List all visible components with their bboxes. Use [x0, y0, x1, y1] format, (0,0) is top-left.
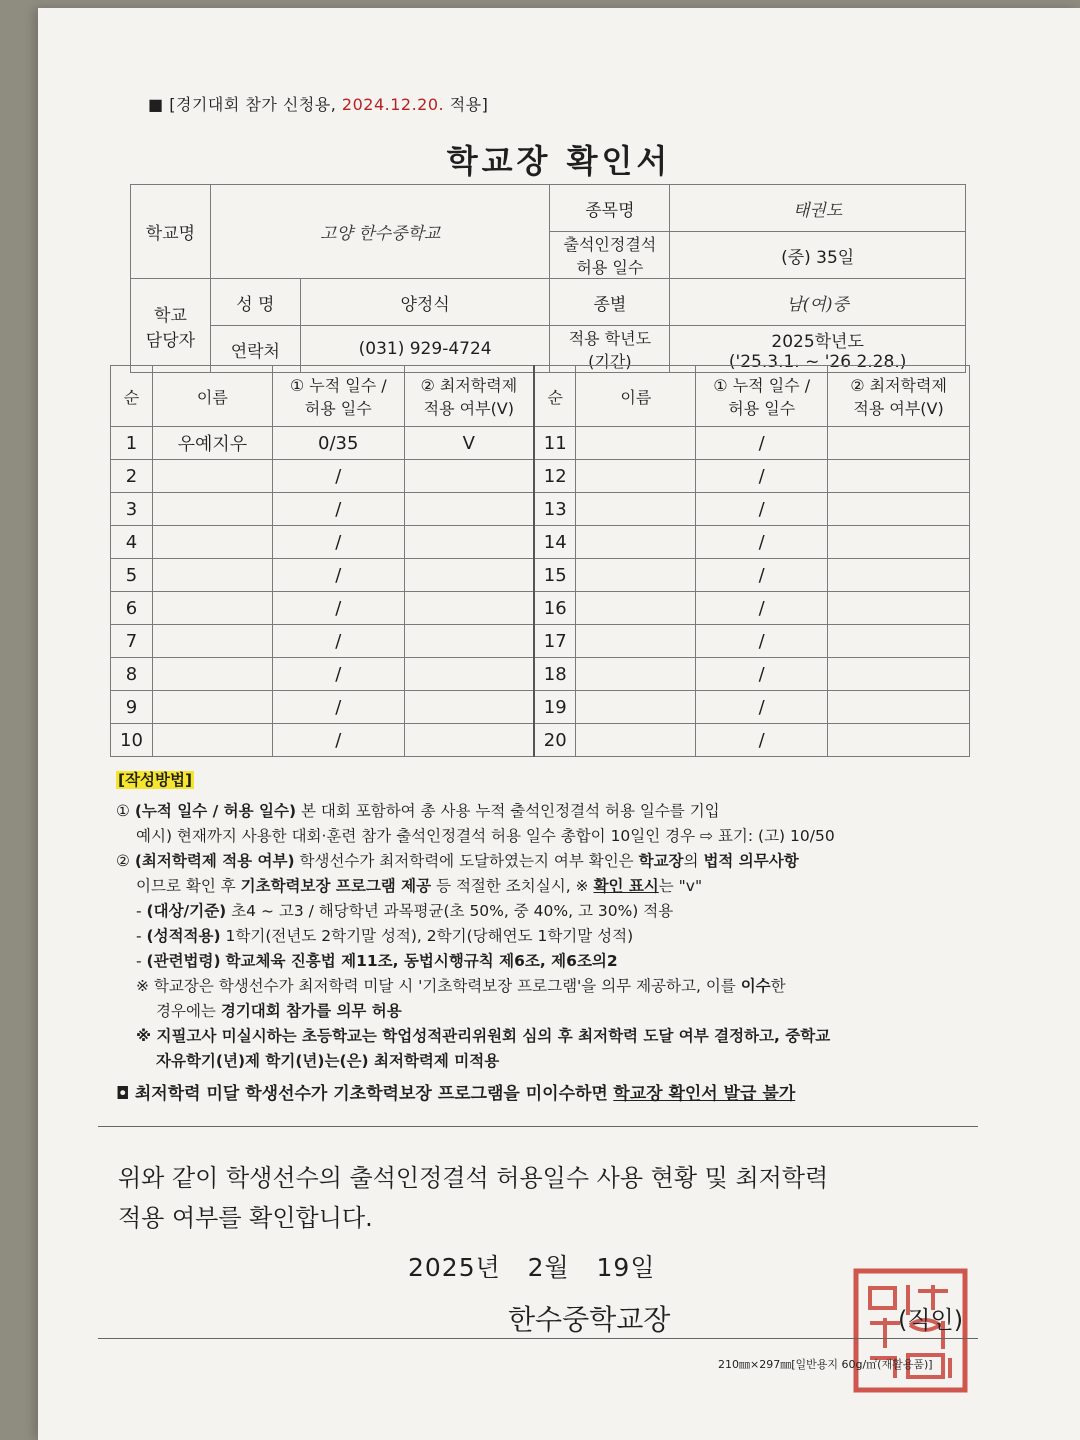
table-row [111, 493, 970, 526]
days-used: / [272, 592, 404, 625]
days-used: / [272, 691, 404, 724]
days-used: / [696, 559, 828, 592]
guide-note2-line2: 자유학기(년)제 학기(년)는(은) 최저학력제 미적용 [156, 1052, 500, 1070]
roster-header-row [111, 366, 970, 427]
student-name [576, 625, 696, 658]
table-row [111, 691, 970, 724]
name-value: 양정식 [300, 279, 550, 326]
student-name [576, 658, 696, 691]
student-name [152, 658, 272, 691]
guide-item2-line2-c: 는 "v" [658, 877, 703, 895]
student-name [152, 559, 272, 592]
min-standard-check [404, 559, 534, 592]
guide-item2-line2-b: 등 적절한 조치실시, ※ [436, 877, 589, 895]
student-name [576, 559, 696, 592]
guide-sub1-title: (대상/기준) [146, 902, 227, 920]
min-standard-check [828, 526, 970, 559]
min-standard-check [404, 658, 534, 691]
absence-value: (중) 35일 [670, 232, 966, 279]
guide-item2-title: (최저학력제 적용 여부) [134, 852, 295, 870]
row-number: 8 [111, 658, 153, 691]
days-used: / [696, 526, 828, 559]
row-number: 15 [534, 559, 576, 592]
days-used: / [696, 427, 828, 460]
absence-label-line1: 출석인정결석 [563, 235, 657, 254]
student-name [152, 460, 272, 493]
guide-item1-example: 예시) 현재까지 사용한 대회·훈련 참가 출석인정결석 허용 일수 총합이 10일인 경우 ⇨ 표기: (고) 10/50 [136, 827, 835, 845]
days-used: / [272, 658, 404, 691]
min-standard-check [404, 460, 534, 493]
header-date: 2024.12.20. [341, 95, 445, 114]
school-name-label: 학교명 [131, 185, 211, 279]
student-name [576, 592, 696, 625]
min-standard-check [404, 493, 534, 526]
col-min-header [404, 366, 534, 427]
row-number: 13 [534, 493, 576, 526]
row-number: 4 [111, 526, 153, 559]
min-standard-check [404, 691, 534, 724]
guide-item1-title: (누적 일수 / 허용 일수) [134, 802, 297, 820]
days-used: / [696, 691, 828, 724]
days-used: / [696, 460, 828, 493]
student-name [152, 493, 272, 526]
days-used: / [696, 625, 828, 658]
confirmation-statement [118, 1158, 998, 1238]
signer-name: 한수중학교장 [508, 1303, 671, 1336]
absence-label-line2: 허용 일수 [576, 258, 644, 277]
row-number: 9 [111, 691, 153, 724]
student-name [152, 625, 272, 658]
guide-final-a: 최저학력 미달 학생선수가 기초학력보장 프로그램을 미이수하면 [134, 1084, 608, 1104]
guide-note2-a: ※ 지필고사 미실시하는 초등학교는 학업성적관리위원회 심의 후 최저학력 도달 여부 결정하고, 중학교 [136, 1027, 831, 1045]
table-row [111, 658, 970, 691]
guide-sub3-text: 학교체육 진흥법 제11조, 동법시행규칙 제6조, 제6조의2 [225, 952, 618, 970]
student-name [576, 526, 696, 559]
guide-item2-line2-a: 이므로 확인 후 [136, 877, 236, 895]
category-label: 종별 [550, 279, 670, 326]
days-used: / [272, 724, 404, 757]
divider-bottom [98, 1338, 978, 1339]
min-standard-check [828, 724, 970, 757]
header-suffix: 적용] [449, 95, 489, 114]
col-min-header-right-line2: 적용 여부(V) [853, 399, 944, 418]
student-name [576, 460, 696, 493]
year-label-line1: 적용 학년도 [568, 329, 652, 348]
circle-2-icon: ② [116, 852, 130, 870]
guide-final-u: 학교장 확인서 발급 불가 [613, 1084, 796, 1104]
col-days-header-right-line1: ① 누적 일수 / [713, 376, 811, 395]
days-used: / [272, 526, 404, 559]
checkbox-marker-icon: ◘ [116, 1084, 130, 1104]
student-name [152, 691, 272, 724]
guide-note1-line2-a: 경우에는 [156, 1002, 216, 1020]
row-number: 5 [111, 559, 153, 592]
school-name-value: 고양 한수중학교 [210, 185, 550, 279]
name-label: 성 명 [210, 279, 300, 326]
col-days-header-right [696, 366, 828, 427]
days-used: / [696, 592, 828, 625]
days-used: / [696, 658, 828, 691]
days-used: / [696, 493, 828, 526]
row-number: 18 [534, 658, 576, 691]
contact-label-line1: 학교 [154, 305, 187, 326]
min-standard-check [828, 691, 970, 724]
phone-value: (031) 929-4724 [300, 326, 550, 373]
row-number: 16 [534, 592, 576, 625]
table-row [111, 559, 970, 592]
guide-item2-bold-d: 법적 의무사항 [703, 852, 799, 870]
guide-item2-line2-bold: 기초학력보장 프로그램 제공 [240, 877, 432, 895]
min-standard-check [828, 493, 970, 526]
document-page [38, 8, 1080, 1440]
guide-item2-line2-u: 확인 표시 [593, 877, 659, 895]
header-note [148, 92, 488, 115]
col-min-header-line2: 적용 여부(V) [423, 399, 514, 418]
student-name [152, 592, 272, 625]
min-standard-check [404, 724, 534, 757]
col-days-header [272, 366, 404, 427]
min-standard-check [828, 427, 970, 460]
min-standard-check [828, 460, 970, 493]
min-standard-check [828, 559, 970, 592]
row-number: 17 [534, 625, 576, 658]
table-row [111, 526, 970, 559]
roster-table [110, 365, 970, 757]
table-row [111, 724, 970, 757]
col-days-header-right-line2: 허용 일수 [728, 399, 796, 418]
col-days-header-line1: ① 누적 일수 / [289, 376, 387, 395]
min-standard-check [828, 625, 970, 658]
roster-body [111, 427, 970, 757]
min-standard-check [404, 625, 534, 658]
absence-label [550, 232, 670, 279]
sport-value: 태권도 [670, 185, 966, 232]
col-min-header-line1: ② 최저학력제 [420, 376, 518, 395]
table-row [111, 427, 970, 460]
page-title: 학교장 확인서 [446, 142, 672, 180]
student-name [152, 526, 272, 559]
paper-spec: 210㎜×297㎜[일반용지 60g/㎡(재활용품)] [718, 1358, 933, 1371]
guide-sub2-text: 1학기(전년도 2학기말 성적), 2학기(당해연도 1학기말 성적) [225, 927, 634, 945]
days-used: / [272, 625, 404, 658]
contact-label [131, 279, 211, 373]
row-number: 19 [534, 691, 576, 724]
header-prefix: [경기대회 참가 신청용, [169, 95, 337, 114]
student-name [152, 724, 272, 757]
col-no-header-right: 순 [534, 366, 576, 427]
row-number: 3 [111, 493, 153, 526]
min-standard-check [828, 592, 970, 625]
row-number: 14 [534, 526, 576, 559]
col-days-header-line2: 허용 일수 [304, 399, 372, 418]
days-used: / [272, 493, 404, 526]
square-bullet-icon: ■ [148, 95, 164, 114]
year-value-line2: ('25.3.1. ~ '26 2.28.) [728, 351, 907, 372]
year-value-line1: 2025학년도 [771, 331, 864, 352]
student-name: 우예지우 [152, 427, 272, 460]
table-row [111, 625, 970, 658]
student-name [576, 724, 696, 757]
col-min-header-right [828, 366, 970, 427]
days-used: / [696, 724, 828, 757]
guide-item2-text-c: 의 [683, 852, 699, 870]
writing-guide: [작성방법] ① (누적 일수 / 허용 일수) 본 대회 포함하여 총 사용 누적 출석인정결석 허용 일수를 기입 예시) 현재까지 사용한 대회·훈련 참가 출석인정결석 허용 일수 총합이 10일인 경우 ⇨ 표기: (고) 10/50 ② (최저학력제 적용 여부) 학생선수가 최저학력에 도달하였는지 여부 확인은 학교장의 법적 의무사항 이므로 확인 후 기초학력보장 프로그램 제공 등 적절한 조치실시, ※ 확인 표시는 "v" - (대상/기준) 초4 ~ 고3 / 해당학년 과목평균(초 50%, 중 40%, 고 30%) 적용 - (성적적용) 1학기(전년도 2학기말 성적), 2학기(당해연도 1학기말 성적) - (관련법령) 학교체육 진흥법 제11조, 동법시행규칙 제6조, 제6조의2 ※ 학교장은 학생선수가 최저학력 미달 시 '기초학력보장 프로그램'을 의무 제공하고, 이를 이수한 경우에는 경기대회 참가를 의무 허용 ※ 지필고사 미실시하는 초등학교는 학업성적관리위원회 심의 후 최저학력 도달 여부 결정하고, 중학교 자유학기(년)제 학기(년)는(은) 최저학력제 미적용 ◘ 최저학력 미달 학생선수가 기초학력보장 프로그램을 미이수하면 학교장 확인서 발급 불가 [116, 768, 996, 1107]
student-name [576, 493, 696, 526]
min-standard-check [404, 592, 534, 625]
guide-sub2-title: (성적적용) [146, 927, 221, 945]
student-name [576, 691, 696, 724]
guide-item2-bold-b: 학교장 [638, 852, 684, 870]
guide-heading: [작성방법] [118, 771, 193, 789]
row-number: 20 [534, 724, 576, 757]
guide-note1-line2-bold: 경기대회 참가를 의무 허용 [220, 1002, 402, 1020]
contact-label-line2: 담당자 [145, 330, 196, 351]
min-standard-check [404, 526, 534, 559]
table-row [111, 592, 970, 625]
days-used: / [272, 559, 404, 592]
category-value: 남(여)중 [670, 279, 966, 326]
min-standard-check [828, 658, 970, 691]
row-number: 7 [111, 625, 153, 658]
statement-line2: 적용 여부를 확인합니다. [118, 1204, 373, 1232]
col-no-header: 순 [111, 366, 153, 427]
guide-note1-a: ※ 학교장은 학생선수가 최저학력 미달 시 '기초학력보장 프로그램'을 의무 제공하고, 이를 [136, 977, 736, 995]
col-name-header: 이름 [152, 366, 272, 427]
guide-sub3-title: (관련법령) [146, 952, 221, 970]
statement-line1: 위와 같이 학생선수의 출석인정결석 허용일수 사용 현황 및 최저학력 [118, 1164, 829, 1192]
guide-note1-b: 이수 [740, 977, 771, 995]
row-number: 1 [111, 427, 153, 460]
row-number: 6 [111, 592, 153, 625]
days-used: / [272, 460, 404, 493]
seal-label: (직인) [898, 1306, 964, 1334]
row-number: 2 [111, 460, 153, 493]
guide-note1-c: 한 [770, 977, 786, 995]
issue-date: 2025년 2월 19일 [408, 1253, 656, 1282]
guide-item2-text-a: 학생선수가 최저학력에 도달하였는지 여부 확인은 [299, 852, 634, 870]
sport-label: 종목명 [550, 185, 670, 232]
row-number: 12 [534, 460, 576, 493]
student-name [576, 427, 696, 460]
guide-item1-text: 본 대회 포함하여 총 사용 누적 출석인정결석 허용 일수를 기입 [300, 802, 720, 820]
min-standard-check: V [404, 427, 534, 460]
col-min-header-right-line1: ② 최저학력제 [850, 376, 947, 395]
divider-top [98, 1126, 978, 1127]
days-used: 0/35 [272, 427, 404, 460]
row-number: 11 [534, 427, 576, 460]
row-number: 10 [111, 724, 153, 757]
info-table [130, 184, 966, 373]
guide-sub1-text: 초4 ~ 고3 / 해당학년 과목평균(초 50%, 중 40%, 고 30%) 적용 [231, 902, 674, 920]
year-label-line2: (기간) [588, 352, 632, 371]
circle-1-icon: ① [116, 802, 130, 820]
table-row [111, 460, 970, 493]
phone-label: 연락처 [210, 326, 300, 373]
col-name-header-right: 이름 [576, 366, 696, 427]
